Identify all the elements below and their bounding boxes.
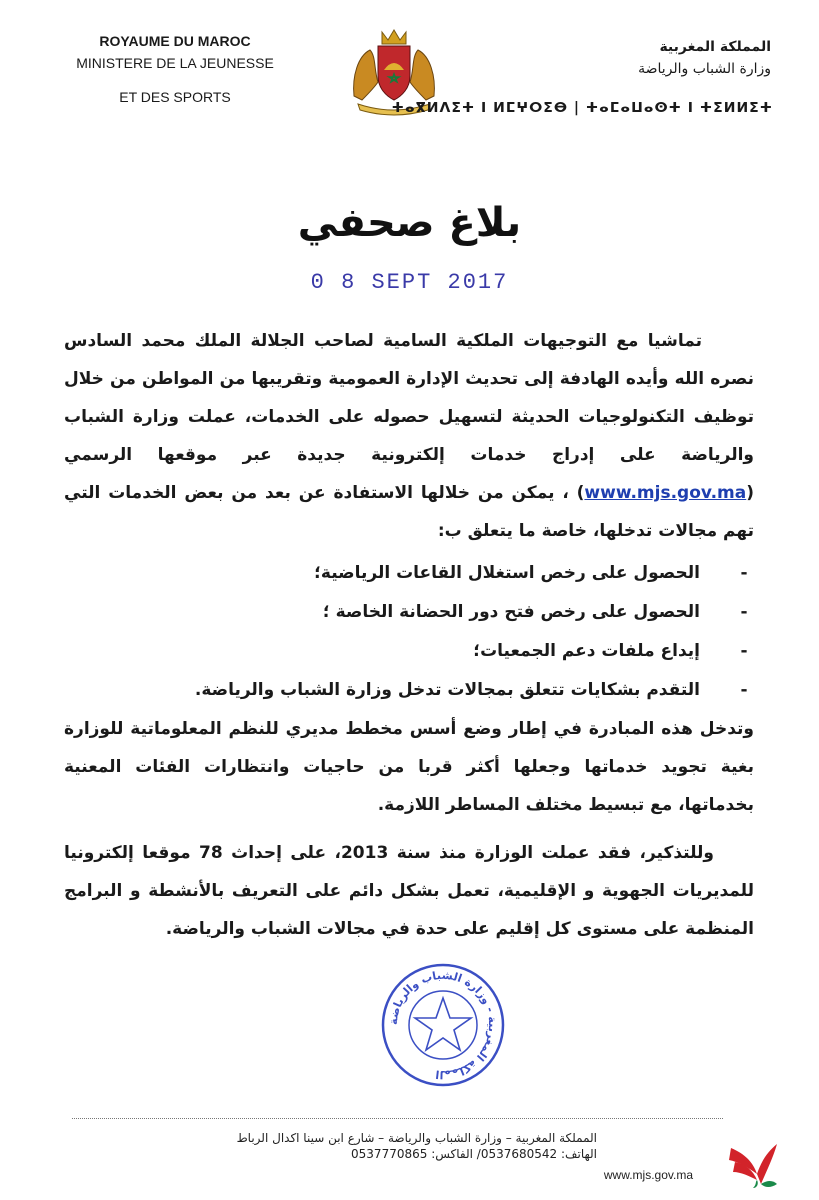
footer-contact bbox=[237, 1130, 597, 1162]
footer-address: المملكة المغربية – وزارة الشباب والرياضة – شارع ابن سينا اكدال الرباط bbox=[236, 1131, 597, 1145]
paragraph-intro-end: ) ، يمكن من خلالها الاستفادة عن بعد من بعض الخدمات التي تهم مجالات تدخلها، خاصة ما يتعلق ب: bbox=[64, 483, 754, 541]
svg-text:المملكة المغربية - وزارة الشبا bbox=[387, 969, 499, 1082]
list-item-text: الحصول على رخص استغلال القاعات الرياضية؛ bbox=[314, 563, 700, 583]
header-fr-ministry: MINISTERE DE LA JEUNESSE bbox=[76, 55, 274, 71]
bullet-dash: - bbox=[740, 680, 748, 700]
header-fr-kingdom: ROYAUME DU MAROC bbox=[99, 33, 251, 49]
bullet-dash: - bbox=[740, 641, 748, 661]
list-item bbox=[64, 593, 754, 632]
list-item-text: التقدم بشكايات تتعلق بمجالات تدخل وزارة الشباب والرياضة. bbox=[194, 680, 700, 700]
list-item-text: الحصول على رخص فتح دور الحضانة الخاصة ؛ bbox=[322, 602, 700, 622]
footer-phone-fax: الهاتف: 0537680542/ الفاكس: 0537770865 bbox=[351, 1147, 597, 1161]
paragraph-reminder: وللتذكير، فقد عملت الوزارة منذ سنة 2013، على إحداث 78 موقعا إلكترونيا للمديريات الجهوية و الإقليمية، تعمل بشكل دائم على التعريف بالأنشطة و البرامج المنظمة على مستوى كل إقليم على حدة في مجالات الشباب والرياضة. bbox=[64, 843, 754, 939]
bullet-dash: - bbox=[740, 563, 748, 583]
press-release-body bbox=[64, 322, 754, 948]
bullet-dash: - bbox=[740, 602, 748, 622]
paragraph-intro bbox=[64, 322, 754, 550]
footer-divider bbox=[72, 1118, 723, 1119]
ministry-logo-icon bbox=[727, 1140, 779, 1190]
date-stamp: 0 8 SEPT 2017 bbox=[310, 270, 509, 295]
seal-text: المملكة المغربية - وزارة الشباب والرياضة bbox=[386, 968, 500, 1082]
list-item bbox=[64, 554, 754, 593]
paragraph-initiative: وتدخل هذه المبادرة في إطار وضع أسس مخطط مديري للنظم المعلوماتية للوزارة بغية تجويد خدماتها وجعلها أكثر قربا من حاجيات وانتظارات الفئات المعنية بخدماتها، مع تبسيط مختلف المساطر اللازمة. bbox=[64, 719, 754, 815]
header-arabic bbox=[551, 36, 771, 80]
list-item bbox=[64, 671, 754, 710]
header-tifinagh: ⵜⴰⴳⵍⴷⵉⵜ ⵏ ⵍⵎⵖⵔⵉⴱ | ⵜⴰⵎⴰⵡⴰⵙⵜ ⵏ ⵜⵉⵍⵍⵉⵜ bbox=[391, 100, 773, 116]
header-fr-ministry-cont: ET DES SPORTS bbox=[119, 89, 231, 105]
services-list bbox=[64, 554, 754, 710]
header-ar-kingdom: المملكة المغربية bbox=[659, 39, 771, 55]
paragraph-intro-text: تماشيا مع التوجيهات الملكية السامية لصاحب الجلالة الملك محمد السادس نصره الله وأيده الهادفة إلى تحديث الإدارة العمومية وتقريبها من المواطن من خلال توظيف التكنولوجيات الحديثة لتسهيل حصوله على الخدمات، عملت وزارة الشباب والرياضة على إدراج خدمات إلكترونية جديدة عبر موقعها الرسمي ( bbox=[64, 331, 754, 503]
header-ar-ministry: وزارة الشباب والرياضة bbox=[638, 61, 771, 77]
page-title: بلاغ صحفي bbox=[297, 200, 522, 246]
list-item-text: إيداع ملفات دعم الجمعيات؛ bbox=[473, 641, 700, 661]
footer-website[interactable]: www.mjs.gov.ma bbox=[603, 1168, 693, 1182]
header-french bbox=[60, 30, 290, 108]
ministry-website-link[interactable]: www.mjs.gov.ma bbox=[584, 483, 747, 503]
list-item bbox=[64, 632, 754, 671]
ministry-seal-stamp-icon bbox=[378, 960, 508, 1090]
